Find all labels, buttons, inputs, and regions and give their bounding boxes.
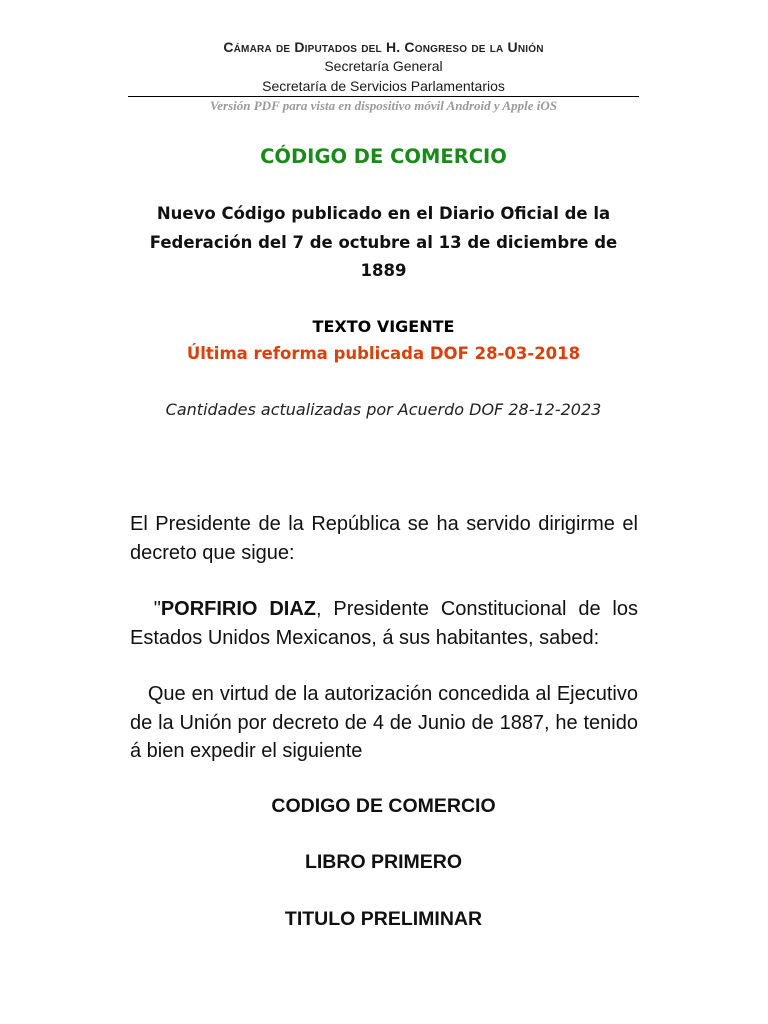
header-secretaria-general: Secretaría General [324, 58, 443, 74]
opening-quote: " [153, 598, 161, 620]
paragraph-decree-intro: El Presidente de la República se ha servido dirigirme el decreto que sigue: [130, 513, 638, 564]
status-label: TEXTO VIGENTE [312, 317, 455, 336]
header-camara: Cámara de Diputados del H. Congreso de la Unión [223, 39, 544, 55]
amounts-note: Cantidades actualizadas por Acuerdo DOF 28-12-2023 [165, 400, 602, 419]
paragraph-indent [130, 683, 148, 705]
document-title: CÓDIGO DE COMERCIO [260, 145, 507, 168]
header-pdf-note: Versión PDF para vista en dispositivo móvil Android y Apple iOS [210, 98, 557, 113]
paragraph-authorization-text: Que en virtud de la autorización concedida al Ejecutivo de la Unión por decreto de 4 de Junio de 1887, he tenido á bien expedir el siguiente [130, 683, 638, 762]
paragraph-authorization [130, 680, 638, 766]
publication-note: Nuevo Código publicado en el Diario Oficial de la Federación del 7 de octubre al 13 de diciembre de 1889 [149, 204, 618, 280]
paragraph-porfirio [130, 595, 638, 652]
heading-libro: LIBRO PRIMERO [304, 851, 463, 873]
last-reform-note: Última reforma publicada DOF 28-03-2018 [186, 344, 581, 363]
header-servicios-parlamentarios: Secretaría de Servicios Parlamentarios [262, 78, 505, 94]
heading-codigo: CODIGO DE COMERCIO [271, 795, 496, 817]
heading-titulo: TITULO PRELIMINAR [284, 908, 483, 930]
paragraph-porfirio-rest: , Presidente Constitucional de los Estados Unidos Mexicanos, á sus habitantes, sabed: [130, 598, 638, 649]
president-name: PORFIRIO DIAZ [160, 598, 316, 620]
paragraph-indent [130, 598, 154, 620]
